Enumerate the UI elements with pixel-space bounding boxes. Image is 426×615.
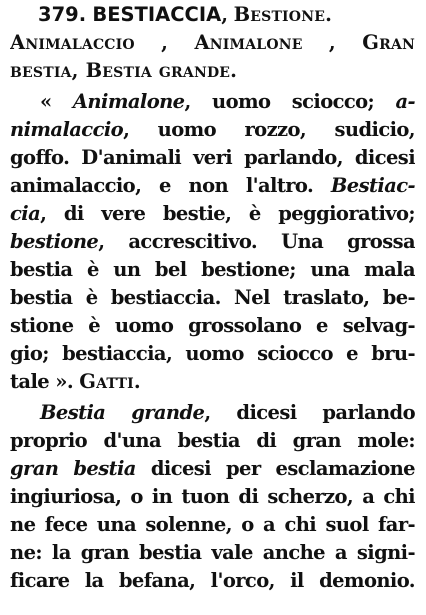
- author-gatti: Gatti.: [79, 370, 141, 393]
- text-run: bestia è un bel bestione; una mala: [10, 258, 415, 281]
- term-animalone: Animalone: [72, 90, 185, 113]
- paragraph2-line-7: [10, 568, 415, 594]
- paragraph1-line-1: [10, 89, 415, 115]
- paragraph2-line-4: [10, 484, 415, 510]
- synonym-gran: Gran: [362, 31, 415, 54]
- paragraph1-line-7: [10, 257, 415, 283]
- term-animalaccio-end: nimalaccio: [10, 118, 124, 141]
- paragraph1-line-10: [10, 341, 415, 367]
- text-run: bestia è bestiaccia. Nel traslato, be-: [10, 286, 415, 309]
- text-run: proprio d'una bestia di gran mole:: [10, 429, 415, 452]
- paragraph1-line-3: [10, 145, 415, 171]
- term-animalaccio-start: a-: [395, 90, 415, 113]
- paragraph1-line-4: [10, 173, 415, 199]
- paragraph1-line-9: [10, 313, 415, 339]
- text-run: goffo. D'animali veri parlando, dicesi: [10, 146, 415, 169]
- term-bestiaccia-start: Bestiac-: [330, 174, 415, 197]
- text-run: , uomo rozzo, sudicio,: [123, 118, 415, 141]
- term-bestia-grande: Bestia grande: [40, 401, 205, 424]
- text-run: , dicesi parlando: [204, 401, 415, 424]
- term-bestiaccia-end: cia: [10, 202, 41, 225]
- text-run: , di vere bestie, è peggiorativo;: [40, 202, 415, 225]
- text-run: , uomo sciocco;: [184, 90, 396, 113]
- paragraph1-line-5: [10, 201, 415, 227]
- paragraph2-line-1: [10, 400, 415, 426]
- entry-heading-line-3: [10, 58, 415, 84]
- text-run: ingiuriosa, o in tuon di scherzo, a chi: [10, 485, 415, 508]
- text-run: animalaccio, e non l'altro.: [10, 174, 331, 197]
- entry-number: 379.: [38, 3, 87, 26]
- entry-headword: BESTIACCIA: [92, 3, 222, 26]
- term-gran-bestia: gran bestia: [10, 457, 136, 480]
- paragraph2-line-2: [10, 428, 415, 454]
- text-run: tale ».: [10, 370, 80, 393]
- text-run: , accrescitivo. Una grossa: [98, 230, 415, 253]
- paragraph2-line-3: [10, 456, 415, 482]
- term-bestione: bestione: [10, 230, 99, 253]
- synonym-animalaccio: Animalaccio: [10, 31, 135, 54]
- text-run: ficare la befana, l'orco, il demonio.: [10, 569, 415, 592]
- paragraph1-line-8: [10, 285, 415, 311]
- paragraph1-line-11: [10, 369, 415, 395]
- entry-heading-line-1: 379. BESTIACCIA, Bestione.: [38, 3, 332, 26]
- paragraph1-line-6: [10, 229, 415, 255]
- text-run: gio; bestiaccia, uomo sciocco e bru-: [10, 342, 415, 365]
- text-run: stione è uomo grossolano e selvag-: [10, 314, 415, 337]
- paragraph1-line-2: [10, 117, 415, 143]
- synonym-animalone: Animalone: [194, 31, 303, 54]
- quote-open: «: [40, 90, 73, 113]
- synonym-bestia-grande: bestia, Bestia grande.: [10, 59, 238, 82]
- text-run: dicesi per esclamazione: [135, 457, 415, 480]
- paragraph2-line-6: [10, 540, 415, 566]
- paragraph2-line-5: [10, 512, 415, 538]
- text-run: ne fece una solenne, o a chi suol far-: [10, 513, 415, 536]
- synonym-bestione: Bestione: [233, 3, 326, 26]
- entry-heading-line-2: Animalaccio , Animalone , Gran: [10, 31, 415, 54]
- text-run: ne: la gran bestia vale anche a signi-: [10, 541, 415, 564]
